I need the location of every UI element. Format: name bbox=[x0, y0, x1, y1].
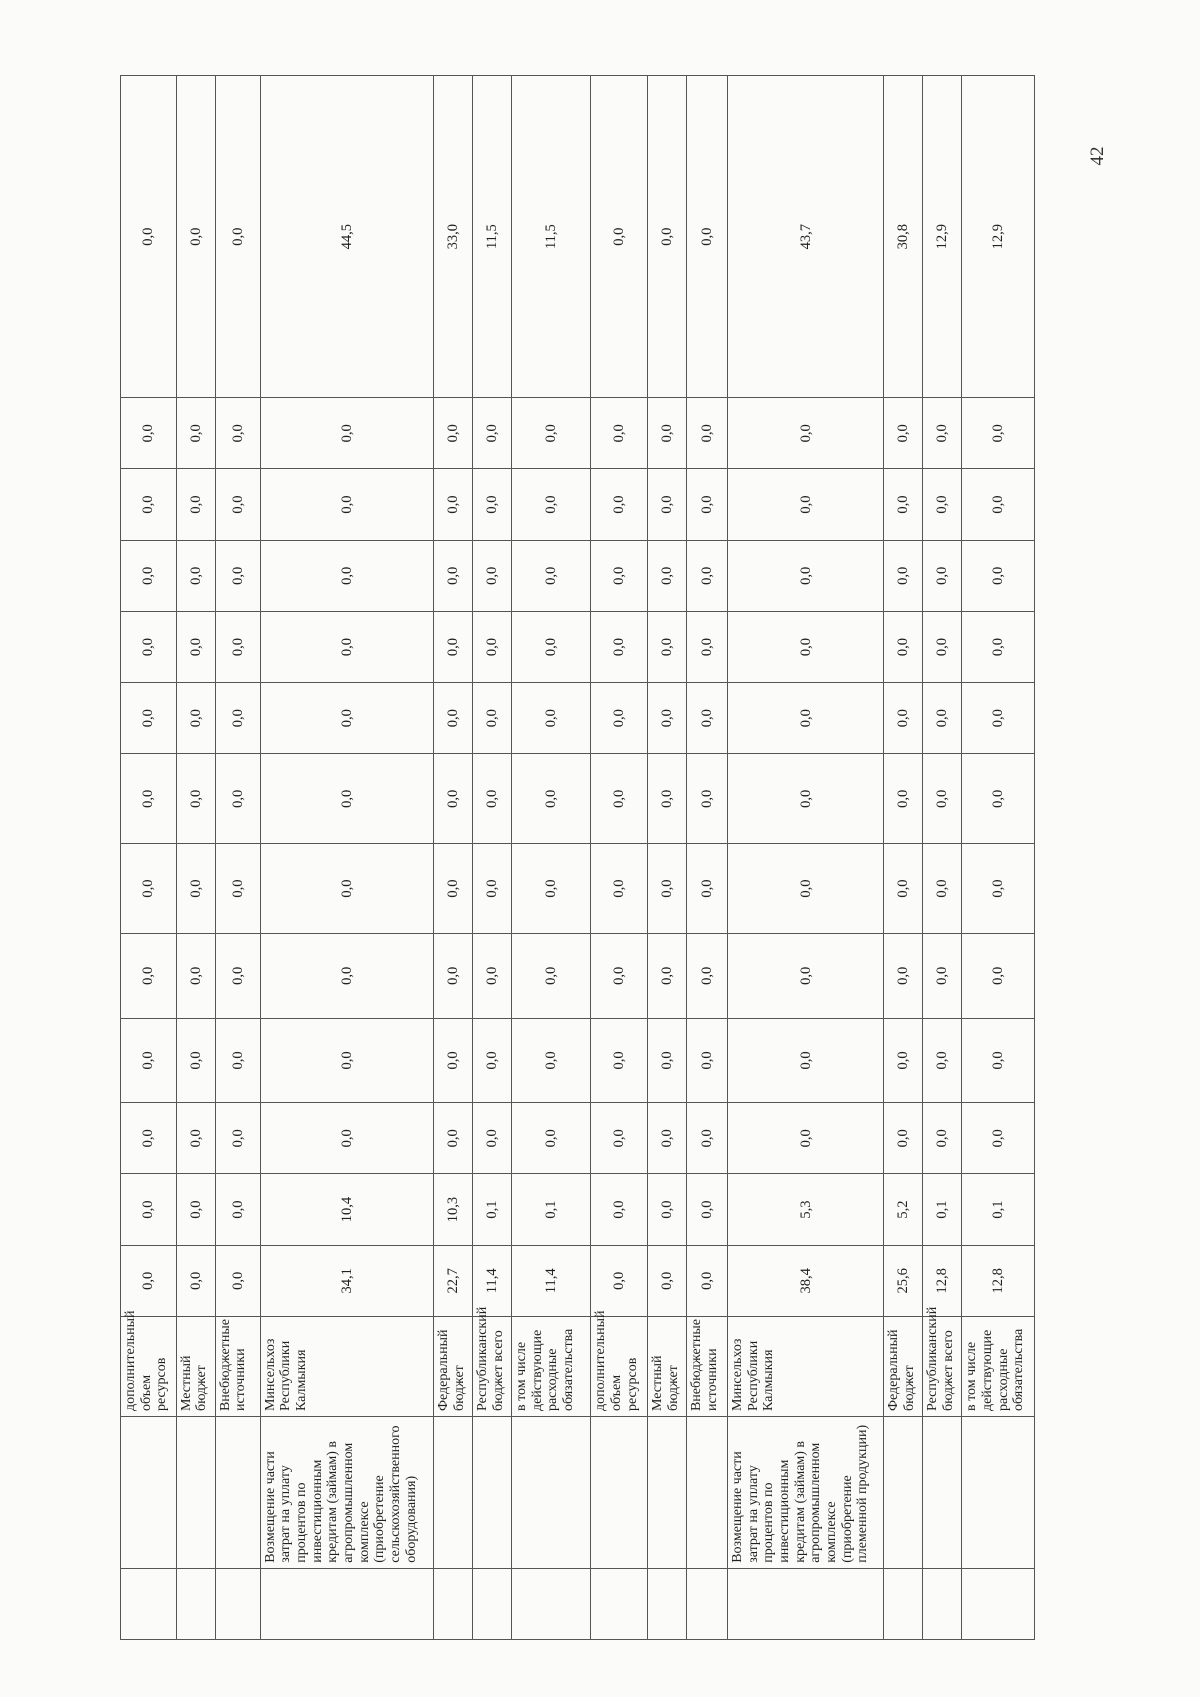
year-value-cell: 0,0 bbox=[260, 1018, 433, 1103]
activity-cell bbox=[176, 1417, 215, 1569]
year-value-cell: 0,0 bbox=[121, 844, 177, 934]
year-value-cell: 0,0 bbox=[884, 469, 923, 540]
year-value-cell: 0,0 bbox=[687, 844, 728, 934]
year-value-cell: 0,0 bbox=[923, 683, 962, 754]
year-value-cell: 0,0 bbox=[648, 1103, 687, 1174]
year-value-cell: 0,0 bbox=[215, 540, 260, 611]
year-value-cell: 0,0 bbox=[215, 1174, 260, 1245]
year-value-cell: 0,0 bbox=[687, 1174, 728, 1245]
table-row bbox=[215, 76, 260, 1640]
year-value-cell: 11,4 bbox=[512, 1245, 591, 1316]
table-row bbox=[121, 76, 177, 1640]
total-value-cell: 0,0 bbox=[591, 76, 648, 398]
year-value-cell: 0,0 bbox=[215, 1245, 260, 1316]
year-value-cell: 0,0 bbox=[512, 469, 591, 540]
activity-cell bbox=[591, 1417, 648, 1569]
year-value-cell: 0,0 bbox=[434, 683, 473, 754]
year-value-cell: 0,0 bbox=[591, 1174, 648, 1245]
year-value-cell: 0,0 bbox=[923, 469, 962, 540]
year-value-cell: 0,0 bbox=[473, 611, 512, 682]
year-value-cell: 0,0 bbox=[648, 469, 687, 540]
year-value-cell: 0,0 bbox=[687, 1245, 728, 1316]
year-value-cell: 0,0 bbox=[648, 1245, 687, 1316]
year-value-cell: 0,0 bbox=[260, 1103, 433, 1174]
year-value-cell: 0,0 bbox=[176, 398, 215, 469]
year-value-cell: 0,0 bbox=[260, 611, 433, 682]
activity-cell bbox=[962, 1417, 1035, 1569]
total-value-cell: 30,8 bbox=[884, 76, 923, 398]
year-value-cell: 0,0 bbox=[176, 1174, 215, 1245]
year-value-cell: 0,0 bbox=[121, 933, 177, 1018]
year-value-cell: 0,0 bbox=[884, 1018, 923, 1103]
year-value-cell: 0,1 bbox=[923, 1174, 962, 1245]
funding-source-cell: дополнительный объем ресурсов bbox=[591, 1316, 648, 1416]
total-value-cell: 0,0 bbox=[121, 76, 177, 398]
year-value-cell: 0,0 bbox=[512, 540, 591, 611]
program-name-cell bbox=[884, 1568, 923, 1639]
year-value-cell: 22,7 bbox=[434, 1245, 473, 1316]
year-value-cell: 0,0 bbox=[923, 1103, 962, 1174]
year-value-cell: 0,0 bbox=[962, 398, 1035, 469]
year-value-cell: 0,0 bbox=[434, 1018, 473, 1103]
year-value-cell: 0,0 bbox=[215, 611, 260, 682]
total-value-cell: 43,7 bbox=[727, 76, 884, 398]
year-value-cell: 0,0 bbox=[923, 611, 962, 682]
total-value-cell: 44,5 bbox=[260, 76, 433, 398]
year-value-cell: 0,0 bbox=[121, 611, 177, 682]
year-value-cell: 38,4 bbox=[727, 1245, 884, 1316]
year-value-cell: 0,0 bbox=[121, 398, 177, 469]
budget-table bbox=[120, 75, 1035, 1640]
activity-cell bbox=[215, 1417, 260, 1569]
table-row bbox=[512, 76, 591, 1640]
year-value-cell: 0,0 bbox=[923, 398, 962, 469]
year-value-cell: 0,0 bbox=[727, 1103, 884, 1174]
activity-cell bbox=[648, 1417, 687, 1569]
year-value-cell: 0,0 bbox=[473, 469, 512, 540]
activity-cell bbox=[121, 1417, 177, 1569]
year-value-cell: 0,0 bbox=[884, 754, 923, 844]
year-value-cell: 0,0 bbox=[473, 754, 512, 844]
year-value-cell: 0,0 bbox=[512, 844, 591, 934]
year-value-cell: 0,0 bbox=[727, 754, 884, 844]
year-value-cell: 0,0 bbox=[591, 1245, 648, 1316]
total-value-cell: 0,0 bbox=[176, 76, 215, 398]
year-value-cell: 0,0 bbox=[884, 611, 923, 682]
year-value-cell: 0,0 bbox=[884, 398, 923, 469]
table-row bbox=[591, 76, 648, 1640]
year-value-cell: 0,0 bbox=[884, 683, 923, 754]
program-name-cell bbox=[687, 1568, 728, 1639]
year-value-cell: 0,0 bbox=[727, 611, 884, 682]
year-value-cell: 0,1 bbox=[962, 1174, 1035, 1245]
year-value-cell: 0,0 bbox=[473, 1103, 512, 1174]
activity-cell bbox=[512, 1417, 591, 1569]
year-value-cell: 0,0 bbox=[884, 540, 923, 611]
funding-source-cell: Федеральный бюджет bbox=[434, 1316, 473, 1416]
program-name-cell bbox=[434, 1568, 473, 1639]
year-value-cell: 0,0 bbox=[176, 683, 215, 754]
activity-cell bbox=[923, 1417, 962, 1569]
activity-cell bbox=[884, 1417, 923, 1569]
funding-source-cell: в том числе действующие расходные обязательства bbox=[962, 1316, 1035, 1416]
total-value-cell: 0,0 bbox=[215, 76, 260, 398]
year-value-cell: 0,0 bbox=[215, 1103, 260, 1174]
funding-source-cell: Минсельхоз Республики Калмыкия bbox=[727, 1316, 884, 1416]
funding-source-cell: Местный бюджет bbox=[176, 1316, 215, 1416]
total-value-cell: 0,0 bbox=[687, 76, 728, 398]
year-value-cell: 0,0 bbox=[591, 540, 648, 611]
year-value-cell: 0,0 bbox=[884, 1103, 923, 1174]
year-value-cell: 0,0 bbox=[121, 683, 177, 754]
year-value-cell: 0,0 bbox=[434, 469, 473, 540]
year-value-cell: 0,0 bbox=[260, 398, 433, 469]
year-value-cell: 0,0 bbox=[591, 683, 648, 754]
year-value-cell: 0,0 bbox=[215, 469, 260, 540]
table-row bbox=[687, 76, 728, 1640]
year-value-cell: 0,0 bbox=[727, 469, 884, 540]
year-value-cell: 0,0 bbox=[884, 844, 923, 934]
year-value-cell: 0,0 bbox=[260, 754, 433, 844]
year-value-cell: 25,6 bbox=[884, 1245, 923, 1316]
year-value-cell: 0,0 bbox=[962, 754, 1035, 844]
year-value-cell: 0,0 bbox=[512, 1018, 591, 1103]
year-value-cell: 0,0 bbox=[591, 754, 648, 844]
table-row bbox=[923, 76, 962, 1640]
year-value-cell: 0,0 bbox=[121, 1103, 177, 1174]
year-value-cell: 0,0 bbox=[121, 754, 177, 844]
year-value-cell: 0,0 bbox=[962, 469, 1035, 540]
year-value-cell: 0,0 bbox=[687, 398, 728, 469]
year-value-cell: 0,0 bbox=[591, 469, 648, 540]
funding-source-cell: Местный бюджет bbox=[648, 1316, 687, 1416]
funding-source-cell: в том числе действующие расходные обязательства bbox=[512, 1316, 591, 1416]
funding-source-cell: дополнительный объем ресурсов bbox=[121, 1316, 177, 1416]
year-value-cell: 0,0 bbox=[591, 1103, 648, 1174]
year-value-cell: 0,0 bbox=[648, 611, 687, 682]
table-row bbox=[260, 76, 433, 1640]
year-value-cell: 0,0 bbox=[434, 540, 473, 611]
year-value-cell: 0,0 bbox=[176, 611, 215, 682]
funding-source-cell: Внебюджетные источники bbox=[687, 1316, 728, 1416]
year-value-cell: 0,0 bbox=[923, 844, 962, 934]
year-value-cell: 0,0 bbox=[473, 540, 512, 611]
year-value-cell: 0,0 bbox=[923, 540, 962, 611]
year-value-cell: 5,2 bbox=[884, 1174, 923, 1245]
page-number: 42 bbox=[1087, 146, 1108, 166]
program-name-cell bbox=[512, 1568, 591, 1639]
table-row bbox=[176, 76, 215, 1640]
year-value-cell: 0,0 bbox=[121, 1018, 177, 1103]
program-name-cell bbox=[260, 1568, 433, 1639]
total-value-cell: 11,5 bbox=[473, 76, 512, 398]
table-row bbox=[434, 76, 473, 1640]
year-value-cell: 0,0 bbox=[648, 1018, 687, 1103]
program-name-cell bbox=[923, 1568, 962, 1639]
program-name-cell bbox=[121, 1568, 177, 1639]
year-value-cell: 0,0 bbox=[591, 611, 648, 682]
year-value-cell: 0,0 bbox=[648, 933, 687, 1018]
table-row bbox=[473, 76, 512, 1640]
year-value-cell: 0,0 bbox=[687, 1018, 728, 1103]
year-value-cell: 0,0 bbox=[473, 844, 512, 934]
year-value-cell: 0,0 bbox=[176, 540, 215, 611]
year-value-cell: 0,0 bbox=[434, 933, 473, 1018]
funding-source-cell: Республиканский бюджет всего bbox=[473, 1316, 512, 1416]
year-value-cell: 0,0 bbox=[727, 683, 884, 754]
year-value-cell: 10,4 bbox=[260, 1174, 433, 1245]
year-value-cell: 0,0 bbox=[512, 754, 591, 844]
year-value-cell: 0,1 bbox=[512, 1174, 591, 1245]
year-value-cell: 0,0 bbox=[434, 844, 473, 934]
year-value-cell: 0,0 bbox=[884, 933, 923, 1018]
year-value-cell: 0,0 bbox=[962, 611, 1035, 682]
table-row bbox=[727, 76, 884, 1640]
year-value-cell: 0,0 bbox=[687, 683, 728, 754]
year-value-cell: 0,0 bbox=[121, 469, 177, 540]
year-value-cell: 0,0 bbox=[687, 933, 728, 1018]
activity-cell: Возмещение части затрат на уплату процентов по инвестиционным кредитам (займам) в агропромышленном комплексе (приобретение сельскохозяйственного оборудования) bbox=[260, 1417, 433, 1569]
program-name-cell bbox=[473, 1568, 512, 1639]
year-value-cell: 0,0 bbox=[727, 844, 884, 934]
year-value-cell: 0,0 bbox=[591, 398, 648, 469]
year-value-cell: 0,0 bbox=[260, 844, 433, 934]
year-value-cell: 0,0 bbox=[215, 398, 260, 469]
year-value-cell: 0,0 bbox=[962, 844, 1035, 934]
rotated-table-container bbox=[120, 75, 1035, 1640]
funding-source-cell: Внебюджетные источники bbox=[215, 1316, 260, 1416]
year-value-cell: 0,0 bbox=[512, 1103, 591, 1174]
year-value-cell: 0,0 bbox=[687, 1103, 728, 1174]
year-value-cell: 0,0 bbox=[260, 469, 433, 540]
year-value-cell: 0,0 bbox=[962, 540, 1035, 611]
program-name-cell bbox=[962, 1568, 1035, 1639]
year-value-cell: 10,3 bbox=[434, 1174, 473, 1245]
year-value-cell: 0,1 bbox=[473, 1174, 512, 1245]
year-value-cell: 0,0 bbox=[512, 611, 591, 682]
year-value-cell: 0,0 bbox=[215, 1018, 260, 1103]
year-value-cell: 0,0 bbox=[434, 398, 473, 469]
funding-source-cell: Минсельхоз Республики Калмыкия bbox=[260, 1316, 433, 1416]
year-value-cell: 0,0 bbox=[962, 1018, 1035, 1103]
year-value-cell: 34,1 bbox=[260, 1245, 433, 1316]
year-value-cell: 0,0 bbox=[215, 683, 260, 754]
year-value-cell: 0,0 bbox=[687, 754, 728, 844]
activity-cell: Возмещение части затрат на уплату процентов по инвестиционным кредитам (займам) в агропромышленном комплексе (приобретение племенной продукции) bbox=[727, 1417, 884, 1569]
total-value-cell: 33,0 bbox=[434, 76, 473, 398]
year-value-cell: 0,0 bbox=[727, 540, 884, 611]
year-value-cell: 0,0 bbox=[687, 469, 728, 540]
total-value-cell: 12,9 bbox=[923, 76, 962, 398]
year-value-cell: 0,0 bbox=[923, 1018, 962, 1103]
year-value-cell: 0,0 bbox=[176, 1103, 215, 1174]
year-value-cell: 0,0 bbox=[727, 398, 884, 469]
year-value-cell: 5,3 bbox=[727, 1174, 884, 1245]
year-value-cell: 0,0 bbox=[727, 1018, 884, 1103]
year-value-cell: 0,0 bbox=[260, 933, 433, 1018]
table-row bbox=[884, 76, 923, 1640]
total-value-cell: 12,9 bbox=[962, 76, 1035, 398]
program-name-cell bbox=[727, 1568, 884, 1639]
year-value-cell: 0,0 bbox=[473, 398, 512, 469]
program-name-cell bbox=[215, 1568, 260, 1639]
table-row bbox=[648, 76, 687, 1640]
year-value-cell: 0,0 bbox=[648, 683, 687, 754]
program-name-cell bbox=[176, 1568, 215, 1639]
year-value-cell: 0,0 bbox=[962, 933, 1035, 1018]
activity-cell bbox=[687, 1417, 728, 1569]
year-value-cell: 0,0 bbox=[923, 754, 962, 844]
year-value-cell: 11,4 bbox=[473, 1245, 512, 1316]
year-value-cell: 0,0 bbox=[176, 469, 215, 540]
year-value-cell: 0,0 bbox=[215, 844, 260, 934]
funding-source-cell: Федеральный бюджет bbox=[884, 1316, 923, 1416]
year-value-cell: 0,0 bbox=[962, 1103, 1035, 1174]
year-value-cell: 0,0 bbox=[434, 754, 473, 844]
year-value-cell: 0,0 bbox=[648, 398, 687, 469]
year-value-cell: 0,0 bbox=[648, 754, 687, 844]
year-value-cell: 0,0 bbox=[176, 1245, 215, 1316]
year-value-cell: 0,0 bbox=[473, 683, 512, 754]
year-value-cell: 0,0 bbox=[687, 540, 728, 611]
table-row bbox=[962, 76, 1035, 1640]
year-value-cell: 0,0 bbox=[648, 1174, 687, 1245]
year-value-cell: 0,0 bbox=[434, 1103, 473, 1174]
program-name-cell bbox=[648, 1568, 687, 1639]
year-value-cell: 0,0 bbox=[648, 540, 687, 611]
year-value-cell: 0,0 bbox=[215, 933, 260, 1018]
year-value-cell: 0,0 bbox=[648, 844, 687, 934]
year-value-cell: 0,0 bbox=[176, 844, 215, 934]
year-value-cell: 0,0 bbox=[962, 683, 1035, 754]
year-value-cell: 0,0 bbox=[260, 540, 433, 611]
year-value-cell: 0,0 bbox=[512, 933, 591, 1018]
year-value-cell: 0,0 bbox=[591, 1018, 648, 1103]
year-value-cell: 0,0 bbox=[176, 933, 215, 1018]
year-value-cell: 0,0 bbox=[687, 611, 728, 682]
funding-source-cell: Республиканский бюджет всего bbox=[923, 1316, 962, 1416]
year-value-cell: 0,0 bbox=[121, 540, 177, 611]
total-value-cell: 11,5 bbox=[512, 76, 591, 398]
year-value-cell: 0,0 bbox=[434, 611, 473, 682]
year-value-cell: 0,0 bbox=[512, 398, 591, 469]
total-value-cell: 0,0 bbox=[648, 76, 687, 398]
year-value-cell: 0,0 bbox=[473, 1018, 512, 1103]
year-value-cell: 0,0 bbox=[260, 683, 433, 754]
year-value-cell: 12,8 bbox=[923, 1245, 962, 1316]
year-value-cell: 0,0 bbox=[591, 844, 648, 934]
year-value-cell: 0,0 bbox=[923, 933, 962, 1018]
year-value-cell: 0,0 bbox=[176, 754, 215, 844]
year-value-cell: 0,0 bbox=[121, 1174, 177, 1245]
year-value-cell: 0,0 bbox=[591, 933, 648, 1018]
activity-cell bbox=[473, 1417, 512, 1569]
year-value-cell: 0,0 bbox=[176, 1018, 215, 1103]
activity-cell bbox=[434, 1417, 473, 1569]
year-value-cell: 0,0 bbox=[727, 933, 884, 1018]
year-value-cell: 12,8 bbox=[962, 1245, 1035, 1316]
year-value-cell: 0,0 bbox=[473, 933, 512, 1018]
program-name-cell bbox=[591, 1568, 648, 1639]
year-value-cell: 0,0 bbox=[215, 754, 260, 844]
year-value-cell: 0,0 bbox=[121, 1245, 177, 1316]
year-value-cell: 0,0 bbox=[512, 683, 591, 754]
